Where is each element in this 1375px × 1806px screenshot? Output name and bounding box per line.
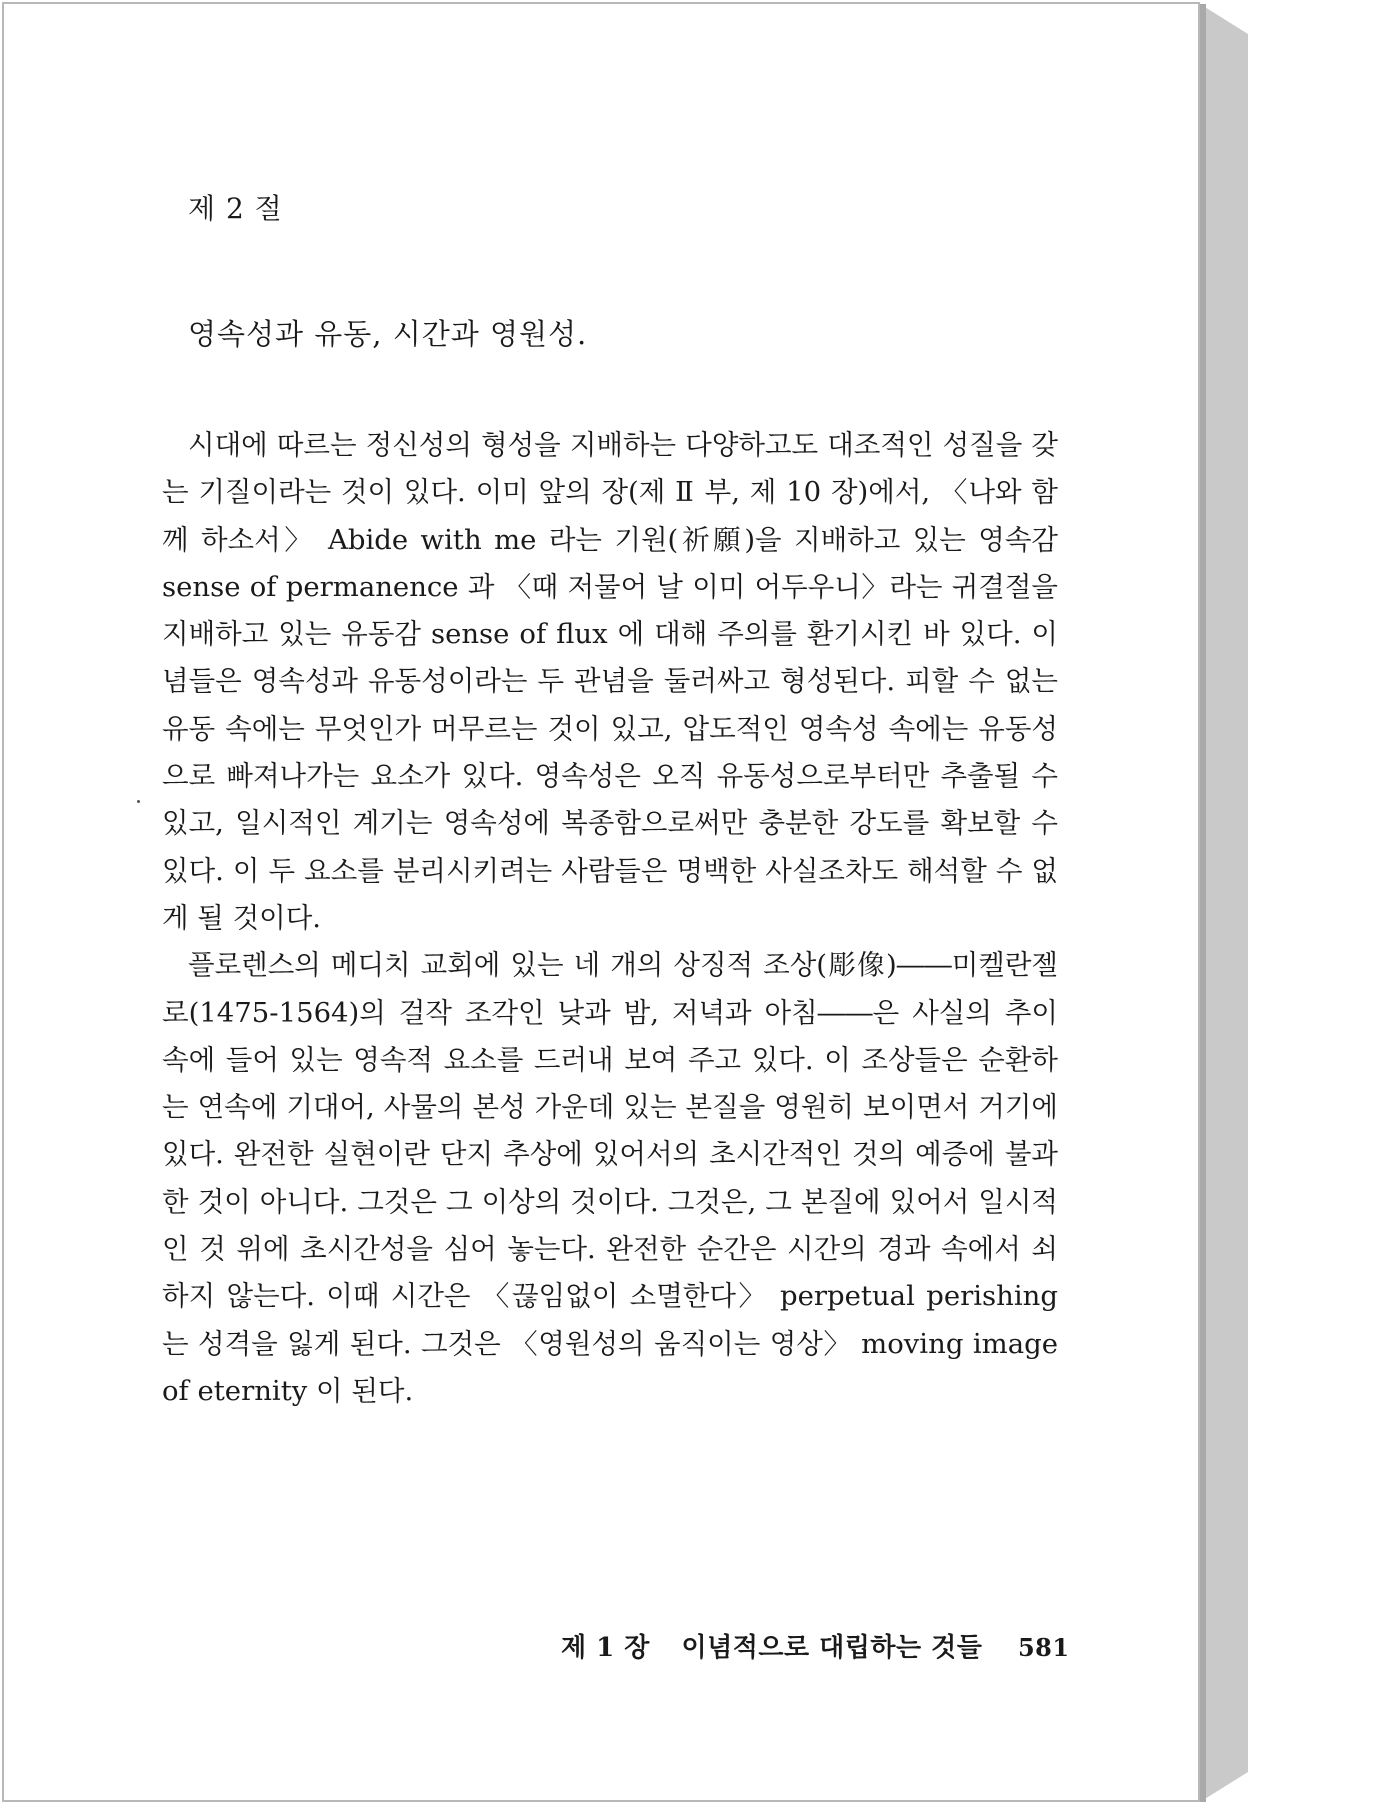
- book-spine-shadow: [1200, 4, 1206, 1802]
- section-number: 제 2 절: [188, 192, 283, 225]
- body-text: [162, 422, 1058, 1415]
- running-footer: [561, 1627, 1070, 1664]
- section-title: 영속성과 유동, 시간과 영원성.: [188, 317, 588, 351]
- book-page-edge: [1200, 4, 1248, 1802]
- footer-chapter: 제 1 장: [561, 1633, 650, 1663]
- page-number: 581: [1017, 1633, 1070, 1662]
- paragraph-2: 플로렌스의 메디치 교회에 있는 네 개의 상징적 조상(彫像)――미켈란젤로(1475-1564)의 걸작 조각인 낮과 밤, 저녁과 아침――은 사실의 추이 속에 들어 있는 영속적 요소를 드러내 보여 주고 있다. 이 조상들은 순환하는 연속에 기대어, 사물의 본성 가운데 있는 본질을 영원히 보이면서 거기에 있다. 완전한 실현이란 단지 추상에 있어서의 초시간적인 것의 예증에 불과한 것이 아니다. 그것은 그 이상의 것이다. 그것은, 그 본질에 있어서 일시적인 것 위에 초시간성을 심어 놓는다. 완전한 순간은 시간의 경과 속에서 쇠하지 않는다. 이때 시간은 〈끊임없이 소멸한다〉 perpetual perishing 는 성격을 잃게 된다. 그것은 〈영원성의 움직이는 영상〉 moving image of eternity 이 된다.: [162, 949, 1058, 1407]
- paragraph-1: 시대에 따르는 정신성의 형성을 지배하는 다양하고도 대조적인 성질을 갖는 기질이라는 것이 있다. 이미 앞의 장(제 Ⅱ 부, 제 10 장)에서, 〈나와 함께 하소서〉 Abide with me 라는 기원(祈願)을 지배하고 있는 영속감 sense of permanence 과 〈때 저물어 날 이미 어두우니〉라는 귀결절을 지배하고 있는 유동감 sense of flux 에 대해 주의를 환기시킨 바 있다. 이념들은 영속성과 유동성이라는 두 관념을 둘러싸고 형성된다. 피할 수 없는 유동 속에는 무엇인가 머무르는 것이 있고, 압도적인 영속성 속에는 유동성으로 빠져나가는 요소가 있다. 영속성은 오직 유동성으로부터만 추출될 수 있고, 일시적인 계기는 영속성에 복종함으로써만 충분한 강도를 확보할 수 있다. 이 두 요소를 분리시키려는 사람들은 명백한 사실조차도 해석할 수 없게 될 것이다.: [162, 429, 1058, 934]
- print-speck: [137, 800, 140, 803]
- book-page: [2, 2, 1200, 1802]
- footer-chapter-title: 이념적으로 대립하는 것들: [681, 1633, 983, 1663]
